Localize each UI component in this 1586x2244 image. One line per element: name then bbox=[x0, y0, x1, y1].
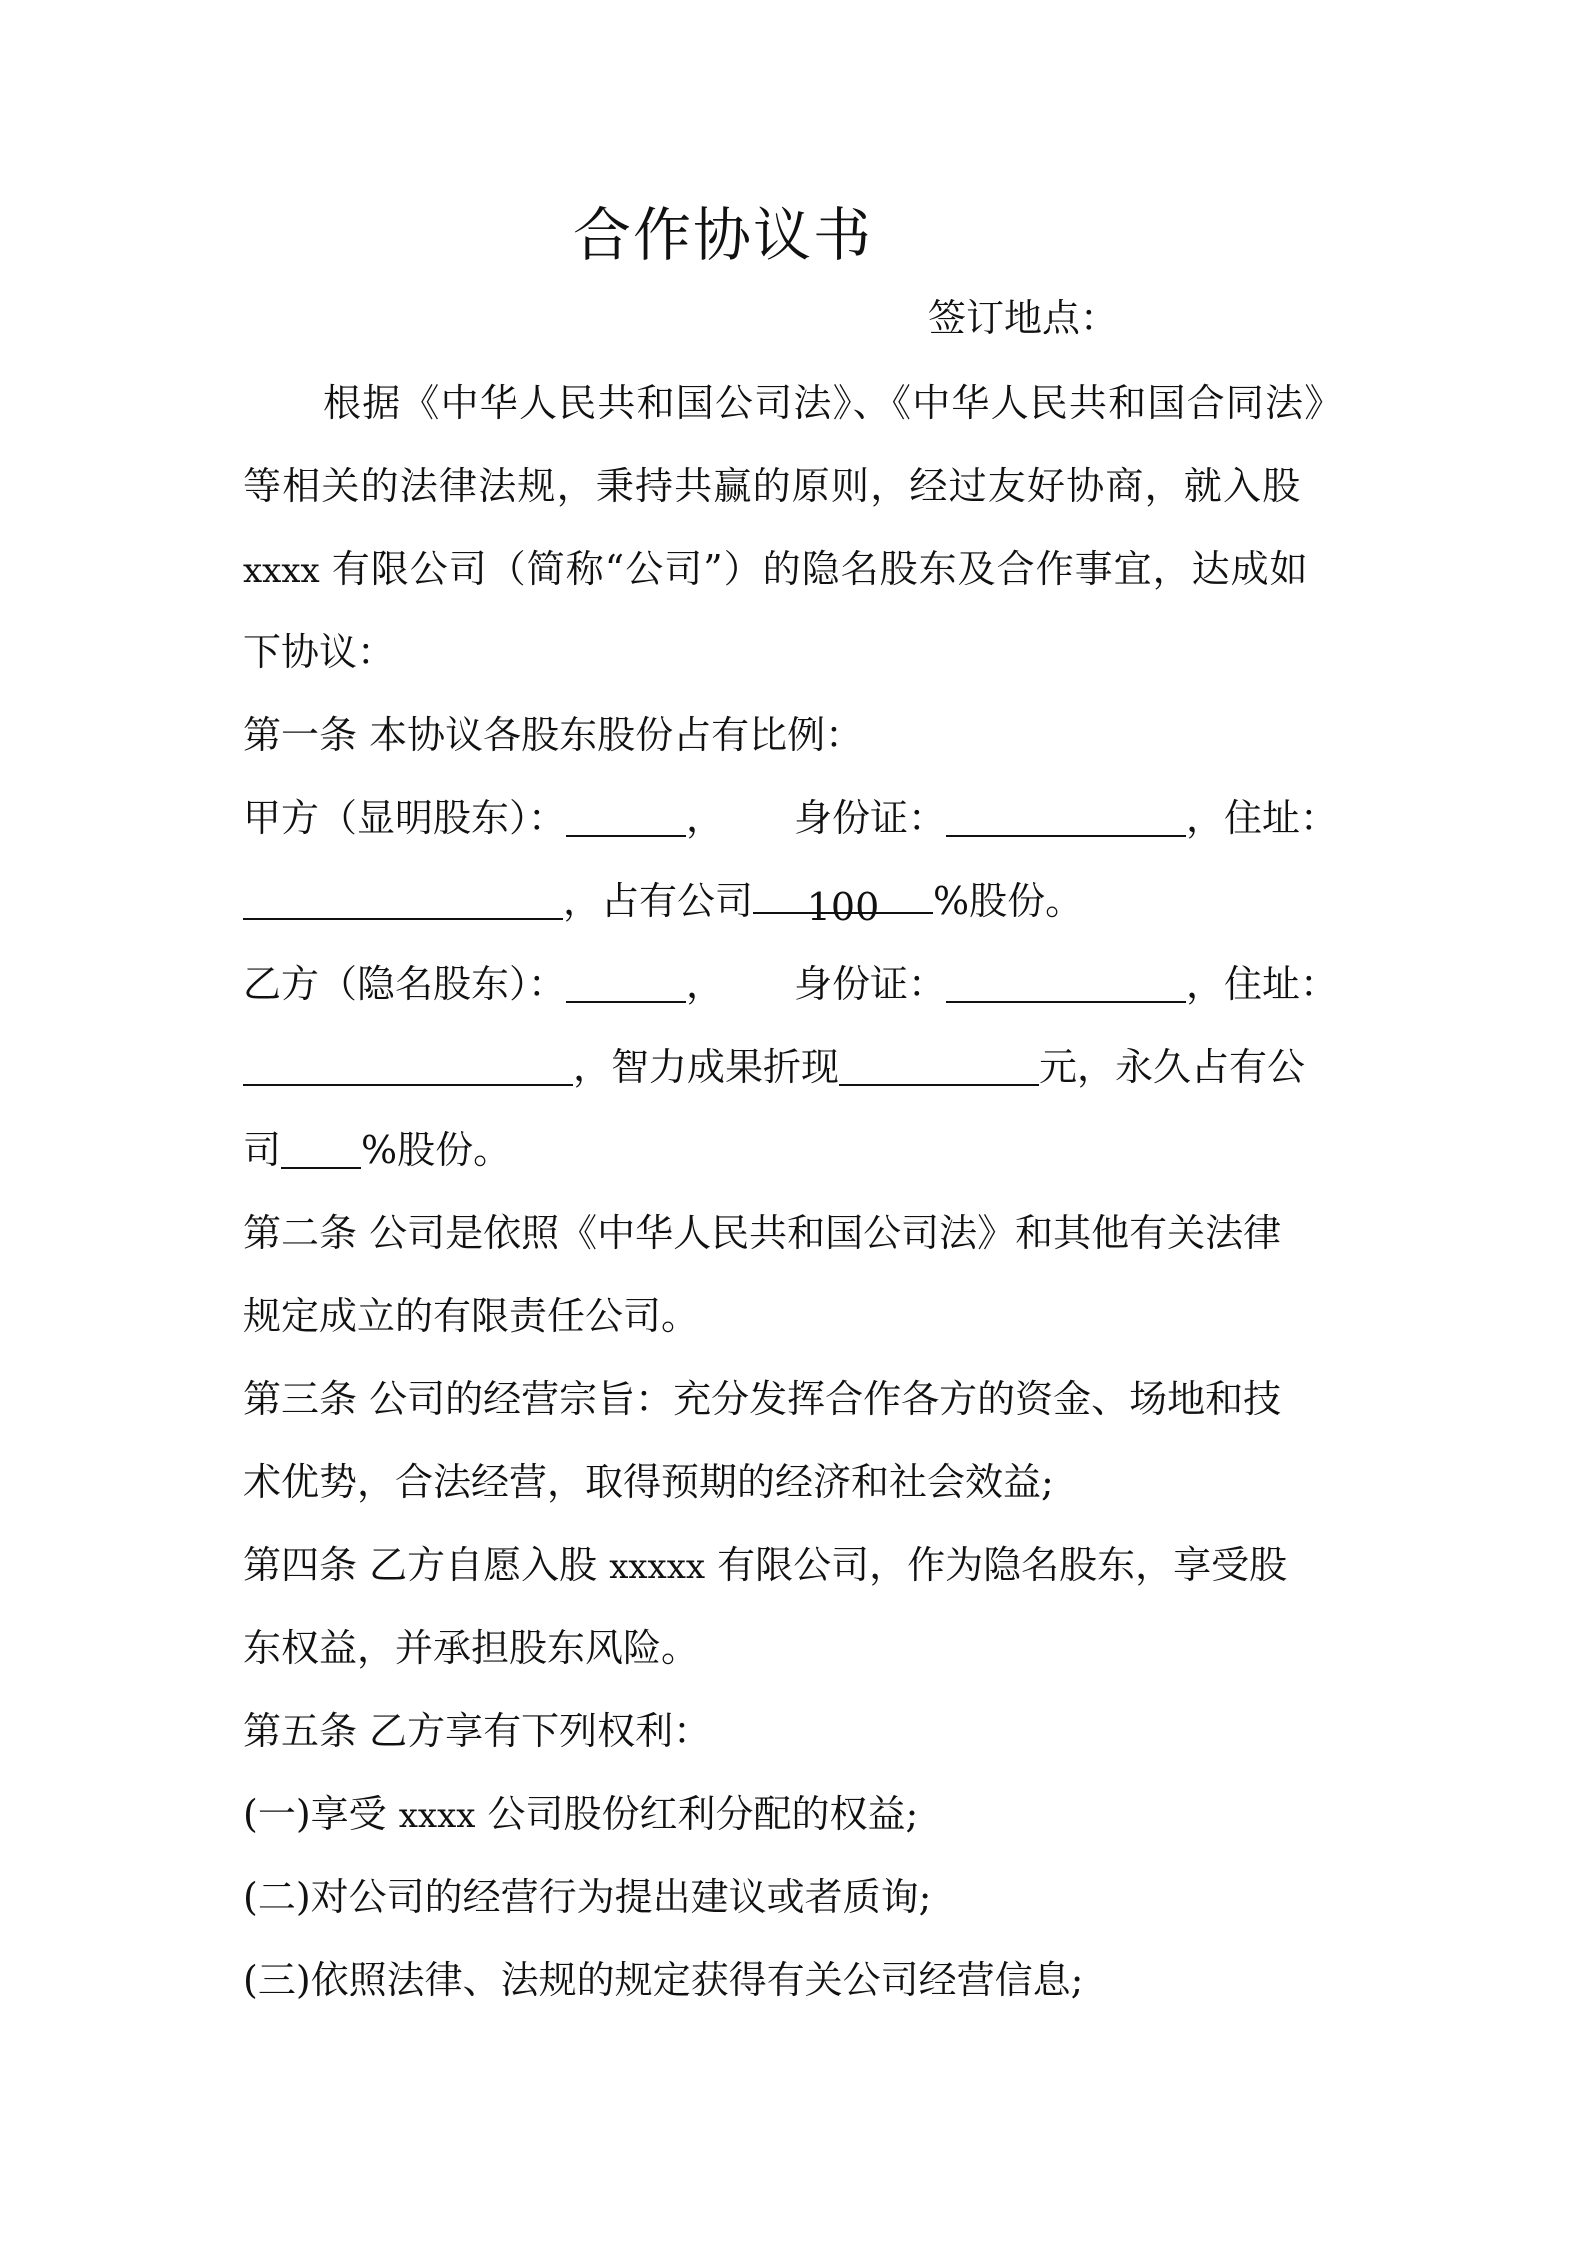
article-3-line-2-text: 术优势，合法经营，取得预期的经济和社会效益; bbox=[243, 1460, 1054, 1504]
party-b-cash-label: ，智力成果折现 bbox=[573, 1045, 840, 1089]
article-2-line-2-text: 规定成立的有限责任公司。 bbox=[243, 1294, 700, 1338]
article-5-heading-text: 第五条 乙方享有下列权利： bbox=[243, 1709, 712, 1753]
party-a-address-label: ，住址： bbox=[1186, 796, 1339, 840]
party-a-share-suffix: %股份。 bbox=[933, 879, 1084, 923]
article-4-line-1-text-a: 第四条 乙方自愿入股 bbox=[243, 1543, 598, 1587]
party-b-share-prefix: 司 bbox=[243, 1128, 282, 1172]
article-5-item-1-placeholder: xxxx bbox=[398, 1796, 476, 1836]
article-2-line-1 bbox=[243, 1192, 1355, 1274]
article-1-heading-text: 第一条 本协议各股东股份占有比例： bbox=[243, 713, 864, 757]
party-b-cash-suffix: 元，永久占有公 bbox=[1039, 1045, 1306, 1089]
party-a-id-blank[interactable] bbox=[946, 789, 1186, 837]
party-a-share-blank[interactable] bbox=[753, 866, 933, 929]
party-b-address-blank[interactable] bbox=[243, 1038, 573, 1086]
party-a-name-blank[interactable] bbox=[566, 789, 686, 837]
article-5-item-2-text: (二)对公司的经营行为提出建议或者质询; bbox=[243, 1875, 932, 1919]
article-1-heading bbox=[243, 694, 1355, 776]
article-3-line-1-text: 第三条 公司的经营宗旨：充分发挥合作各方的资金、场地和技 bbox=[243, 1377, 1282, 1421]
article-3-line-1 bbox=[243, 1358, 1355, 1440]
preamble-line-2 bbox=[243, 445, 1355, 527]
party-b-row-3 bbox=[243, 1109, 1355, 1191]
party-b-row-2 bbox=[243, 1026, 1355, 1108]
document-title: 合作协议书 bbox=[573, 201, 874, 269]
article-5-heading bbox=[243, 1690, 1355, 1772]
article-4-company-placeholder: xxxxx bbox=[609, 1547, 706, 1587]
preamble-line-2-text: 等相关的法律法规，秉持共赢的原则，经过友好协商，就入股 bbox=[243, 464, 1302, 508]
article-5-item-3-text: (三)依照法律、法规的规定获得有关公司经营信息; bbox=[243, 1958, 1084, 2002]
party-b-id-label: 身份证： bbox=[794, 962, 947, 1006]
article-5-item-3 bbox=[243, 1939, 1355, 2021]
preamble-line-3-text: 有限公司（简称“公司”）的隐名股东及合作事宜，达成如 bbox=[331, 547, 1309, 591]
article-2-line-1-text: 第二条 公司是依照《中华人民共和国公司法》和其他有关法律 bbox=[243, 1211, 1282, 1255]
party-b-id-blank[interactable] bbox=[946, 955, 1186, 1003]
party-a-row-1 bbox=[243, 777, 1355, 859]
preamble-line-1 bbox=[243, 362, 1355, 444]
article-5-item-2 bbox=[243, 1856, 1355, 1938]
preamble-line-3 bbox=[243, 528, 1355, 610]
party-b-comma: ， bbox=[686, 962, 725, 1006]
party-a-id-label: 身份证： bbox=[794, 796, 947, 840]
article-2-line-2 bbox=[243, 1275, 1355, 1357]
article-4-line-1 bbox=[243, 1524, 1355, 1606]
preamble-line-1-text: 根据《中华人民共和国公司法》、《中华人民共和国合同法》 bbox=[323, 381, 1344, 425]
article-4-line-1-text-c: 有限公司，作为隐名股东，享受股 bbox=[717, 1543, 1288, 1587]
article-3-line-2 bbox=[243, 1441, 1355, 1523]
party-a-label: 甲方（显明股东）： bbox=[243, 796, 567, 840]
article-5-item-1-text-a: (一)享受 bbox=[243, 1792, 387, 1836]
party-a-row-2 bbox=[243, 860, 1355, 942]
article-5-item-1-text-c: 公司股份红利分配的权益; bbox=[487, 1792, 919, 1836]
party-a-share-label: ，占有公司 bbox=[563, 879, 754, 923]
party-a-comma: ， bbox=[686, 796, 725, 840]
signing-place-label: 签订地点： bbox=[928, 296, 1119, 340]
preamble-line-4 bbox=[243, 611, 1355, 693]
company-placeholder: xxxx bbox=[243, 551, 320, 591]
article-4-line-2-text: 东权益，并承担股东风险。 bbox=[243, 1626, 700, 1670]
article-5-item-1 bbox=[243, 1773, 1355, 1855]
party-b-label: 乙方（隐名股东）： bbox=[243, 962, 567, 1006]
party-b-name-blank[interactable] bbox=[566, 955, 686, 1003]
party-b-address-label: ，住址： bbox=[1186, 962, 1339, 1006]
article-4-line-2 bbox=[243, 1607, 1355, 1689]
party-a-address-blank[interactable] bbox=[243, 872, 563, 920]
party-b-cash-blank[interactable] bbox=[839, 1038, 1039, 1086]
party-b-share-blank[interactable] bbox=[281, 1121, 361, 1169]
preamble-line-4-text: 下协议： bbox=[243, 630, 396, 674]
party-b-row-1 bbox=[243, 943, 1355, 1025]
party-a-share-value: 100 bbox=[806, 885, 880, 929]
party-b-share-suffix: %股份。 bbox=[361, 1128, 512, 1172]
